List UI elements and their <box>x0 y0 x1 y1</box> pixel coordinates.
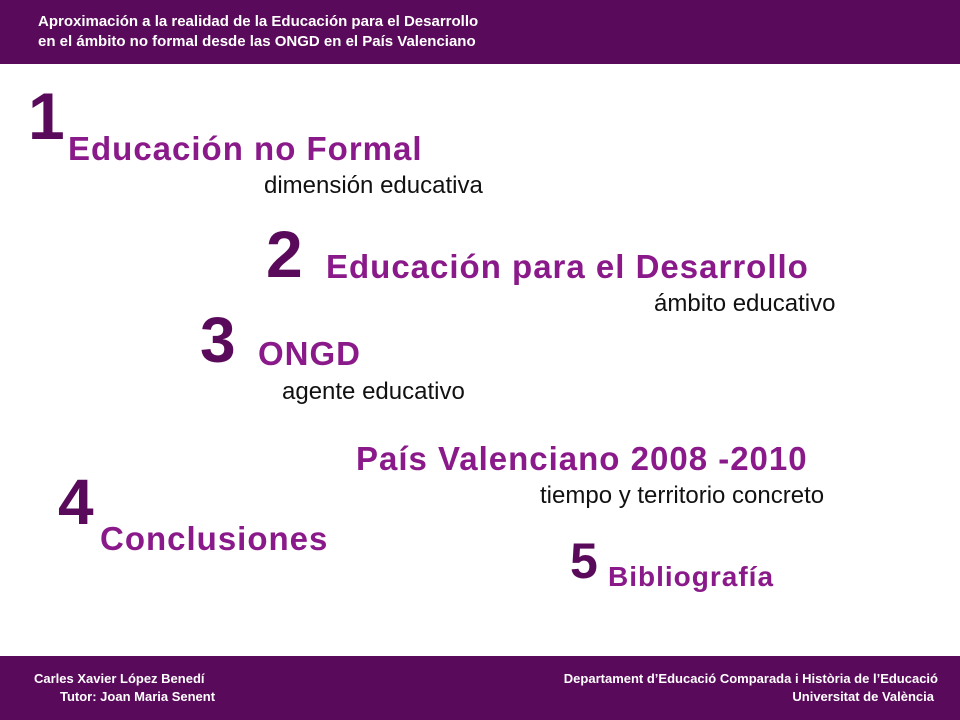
section-3-title: ONGD <box>258 335 361 372</box>
footer-author: Carles Xavier López Benedí <box>34 671 205 686</box>
footer-bar <box>0 656 960 720</box>
section-1-title: Educación no Formal <box>68 130 423 167</box>
header-title-line-2: en el ámbito no formal desde las ONGD en el País Valenciano <box>38 33 476 50</box>
context-subtitle: tiempo y territorio concreto <box>540 482 825 509</box>
section-4-number: 4 <box>58 466 94 538</box>
section-5-title: Bibliografía <box>608 561 775 592</box>
section-2-subtitle: ámbito educativo <box>654 290 836 317</box>
section-1-number: 1 <box>28 79 65 153</box>
section-4-title: Conclusiones <box>100 520 329 557</box>
header-title-line-1: Aproximación a la realidad de la Educación para el Desarrollo <box>38 13 479 30</box>
footer-department: Departament d’Educació Comparada i Història de l’Educació <box>563 671 938 686</box>
context-title: País Valenciano 2008 -2010 <box>356 440 808 477</box>
section-3-number: 3 <box>200 304 236 376</box>
section-1-subtitle: dimensión educativa <box>264 172 483 199</box>
section-2-title: Educación para el Desarrollo <box>326 248 809 285</box>
footer-university: Universitat de València <box>792 689 934 704</box>
section-5-number: 5 <box>570 533 598 589</box>
section-2-number: 2 <box>266 217 303 291</box>
header-bar <box>0 0 960 64</box>
section-3-subtitle: agente educativo <box>282 378 465 405</box>
footer-tutor: Tutor: Joan Maria Senent <box>60 689 216 704</box>
